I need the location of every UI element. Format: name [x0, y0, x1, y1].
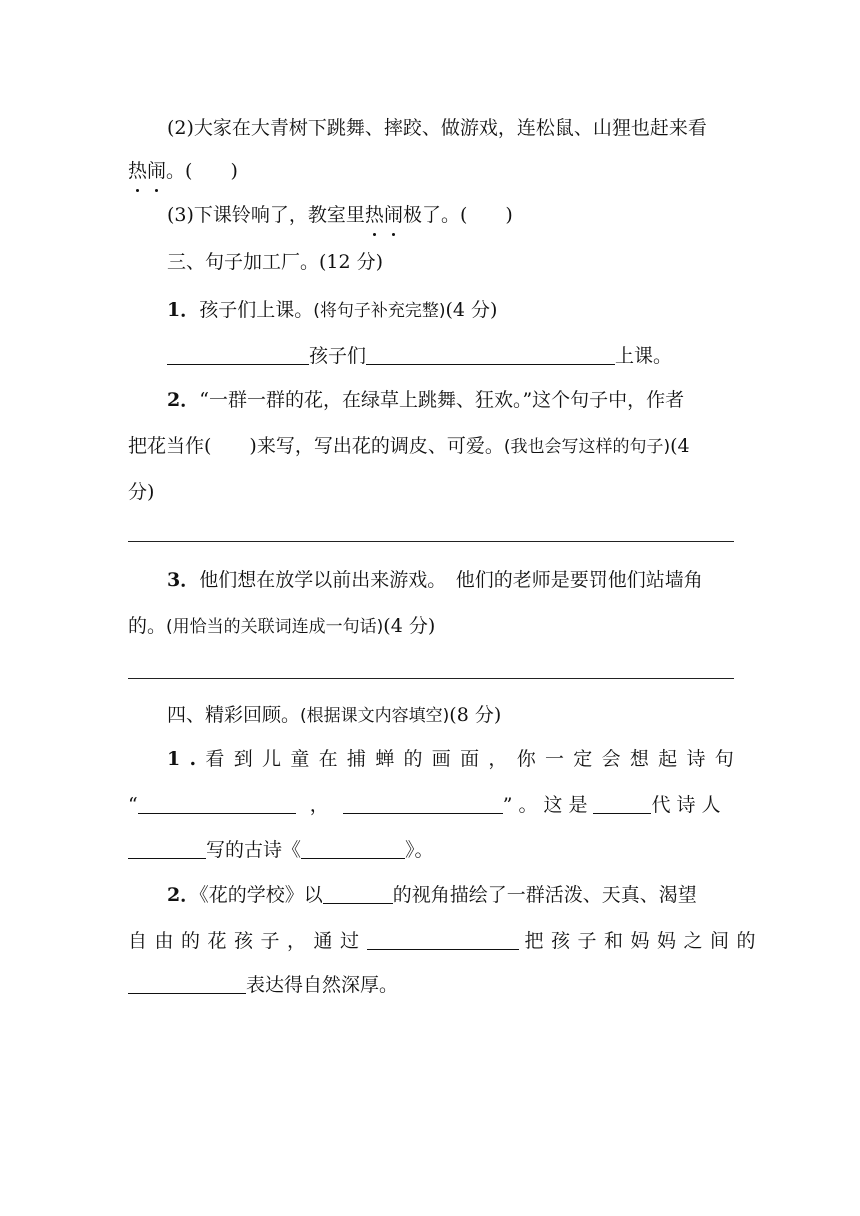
- s3-q1: [167, 296, 734, 324]
- char: 画: [431, 748, 451, 770]
- s4-q1-line1: [167, 745, 734, 773]
- char: 起: [658, 748, 678, 770]
- question-text: 孩子们上课。: [199, 299, 314, 321]
- s4-q2-line3: [128, 971, 734, 999]
- fixed-text: 代诗人: [651, 794, 727, 816]
- answer-line[interactable]: [128, 678, 734, 679]
- poem-title-blank[interactable]: [301, 838, 405, 859]
- poem-line-blank[interactable]: [138, 793, 296, 814]
- answer-blank[interactable]: [128, 973, 246, 994]
- question-text: 他们想在放学以前出来游戏。 他们的老师是要罚他们站墙角: [199, 569, 703, 591]
- item3-prefix: (3)下课铃响了，教室里: [167, 204, 365, 226]
- answer-paren[interactable]: 。( ): [166, 160, 238, 182]
- answer-paren[interactable]: 极了。( ): [402, 204, 513, 226]
- poet-blank[interactable]: [128, 838, 206, 859]
- answer-blank[interactable]: [167, 344, 309, 365]
- section3-heading: 三、句子加工厂。(12 分): [167, 251, 384, 273]
- emphasis-char: 闹: [384, 201, 403, 229]
- question-number-dot: .: [189, 748, 197, 770]
- question-number: 1．: [167, 299, 200, 321]
- instruction-note: (根据课文内容填空): [300, 706, 450, 726]
- emphasis-char: 闹: [147, 157, 166, 185]
- instruction-note: (我也会写这样的句子): [503, 437, 671, 457]
- score: (4 分): [445, 299, 498, 321]
- item3-line: [167, 201, 734, 229]
- answer-line[interactable]: [128, 541, 734, 542]
- char: 你: [516, 748, 536, 770]
- score: (8 分): [449, 704, 502, 726]
- fixed-text: ”。这是: [502, 794, 594, 816]
- question-text: 把孩子和妈妈之间的: [524, 930, 764, 952]
- fixed-text: 写的古诗《: [206, 839, 302, 861]
- char: 诗: [686, 748, 706, 770]
- fixed-text: 孩子们: [309, 345, 367, 367]
- score: (4 分): [383, 615, 436, 637]
- s3-q1-answer-line: [167, 342, 734, 370]
- question-number: 2．: [167, 884, 200, 906]
- question-text: 的。: [128, 615, 167, 637]
- question-text: 把花当作( )来写，写出花的调皮、可爱。: [128, 435, 504, 457]
- char: 的: [403, 748, 423, 770]
- emphasis-char: 热: [365, 201, 384, 229]
- section-title: 四、精彩回顾。: [167, 704, 301, 726]
- char: 句: [714, 748, 734, 770]
- s3-q3-line2: [128, 612, 734, 640]
- char: 到: [233, 748, 253, 770]
- fixed-text: 》。: [405, 839, 434, 861]
- emphasis-char: 热: [128, 157, 147, 185]
- char: 捕: [346, 748, 366, 770]
- char: 儿: [262, 748, 282, 770]
- char: 面: [460, 748, 480, 770]
- s4-q1-line2: [128, 791, 734, 819]
- char: 会: [601, 748, 621, 770]
- question-text: 《花的学校》以: [199, 884, 323, 906]
- answer-blank[interactable]: [366, 344, 615, 365]
- s4-q1-line3: [128, 836, 734, 864]
- char: 定: [573, 748, 593, 770]
- char: 一: [544, 748, 564, 770]
- s4-q2-line1: [167, 881, 734, 909]
- char: 看: [205, 748, 225, 770]
- instruction-note: (将句子补充完整): [313, 301, 446, 321]
- char: 想: [629, 748, 649, 770]
- char: 蝉: [375, 748, 395, 770]
- instruction-note: (用恰当的关联词连成一句话): [166, 617, 384, 637]
- question-number: 1: [167, 748, 181, 770]
- fixed-text: 上课。: [615, 345, 673, 367]
- char: 在: [318, 748, 338, 770]
- question-number: 3．: [167, 569, 200, 591]
- question-text: 自由的花孩子，通过: [128, 930, 367, 952]
- dynasty-blank[interactable]: [593, 793, 651, 814]
- s4-q2-line2: [128, 927, 764, 955]
- s3-q2-line1: [167, 386, 734, 414]
- item2-line2: [128, 157, 734, 185]
- section4-heading: [167, 701, 734, 729]
- question-text: 的视角描绘了一群活泼、天真、渴望: [392, 884, 697, 906]
- question-text: 表达得自然深厚。: [246, 974, 399, 996]
- char: 童: [290, 748, 310, 770]
- item2-line1: (2)大家在大青树下跳舞、摔跤、做游戏，连松鼠、山狸也赶来看: [167, 117, 707, 139]
- question-text: “一群一群的花，在绿草上跳舞、狂欢。”这个句子中，作者: [199, 389, 685, 411]
- quote-mark: “: [128, 794, 138, 816]
- poem-line-blank[interactable]: [343, 793, 503, 814]
- s3-q2-line2: [128, 432, 734, 460]
- question-number: 2．: [167, 389, 200, 411]
- answer-blank[interactable]: [367, 929, 519, 950]
- s3-q2-line3: 分): [128, 481, 155, 503]
- answer-blank[interactable]: [323, 883, 393, 904]
- score: (4: [670, 435, 690, 457]
- comma: ，: [309, 794, 329, 816]
- char: ，: [488, 748, 508, 770]
- s3-q3-line1: [167, 566, 734, 594]
